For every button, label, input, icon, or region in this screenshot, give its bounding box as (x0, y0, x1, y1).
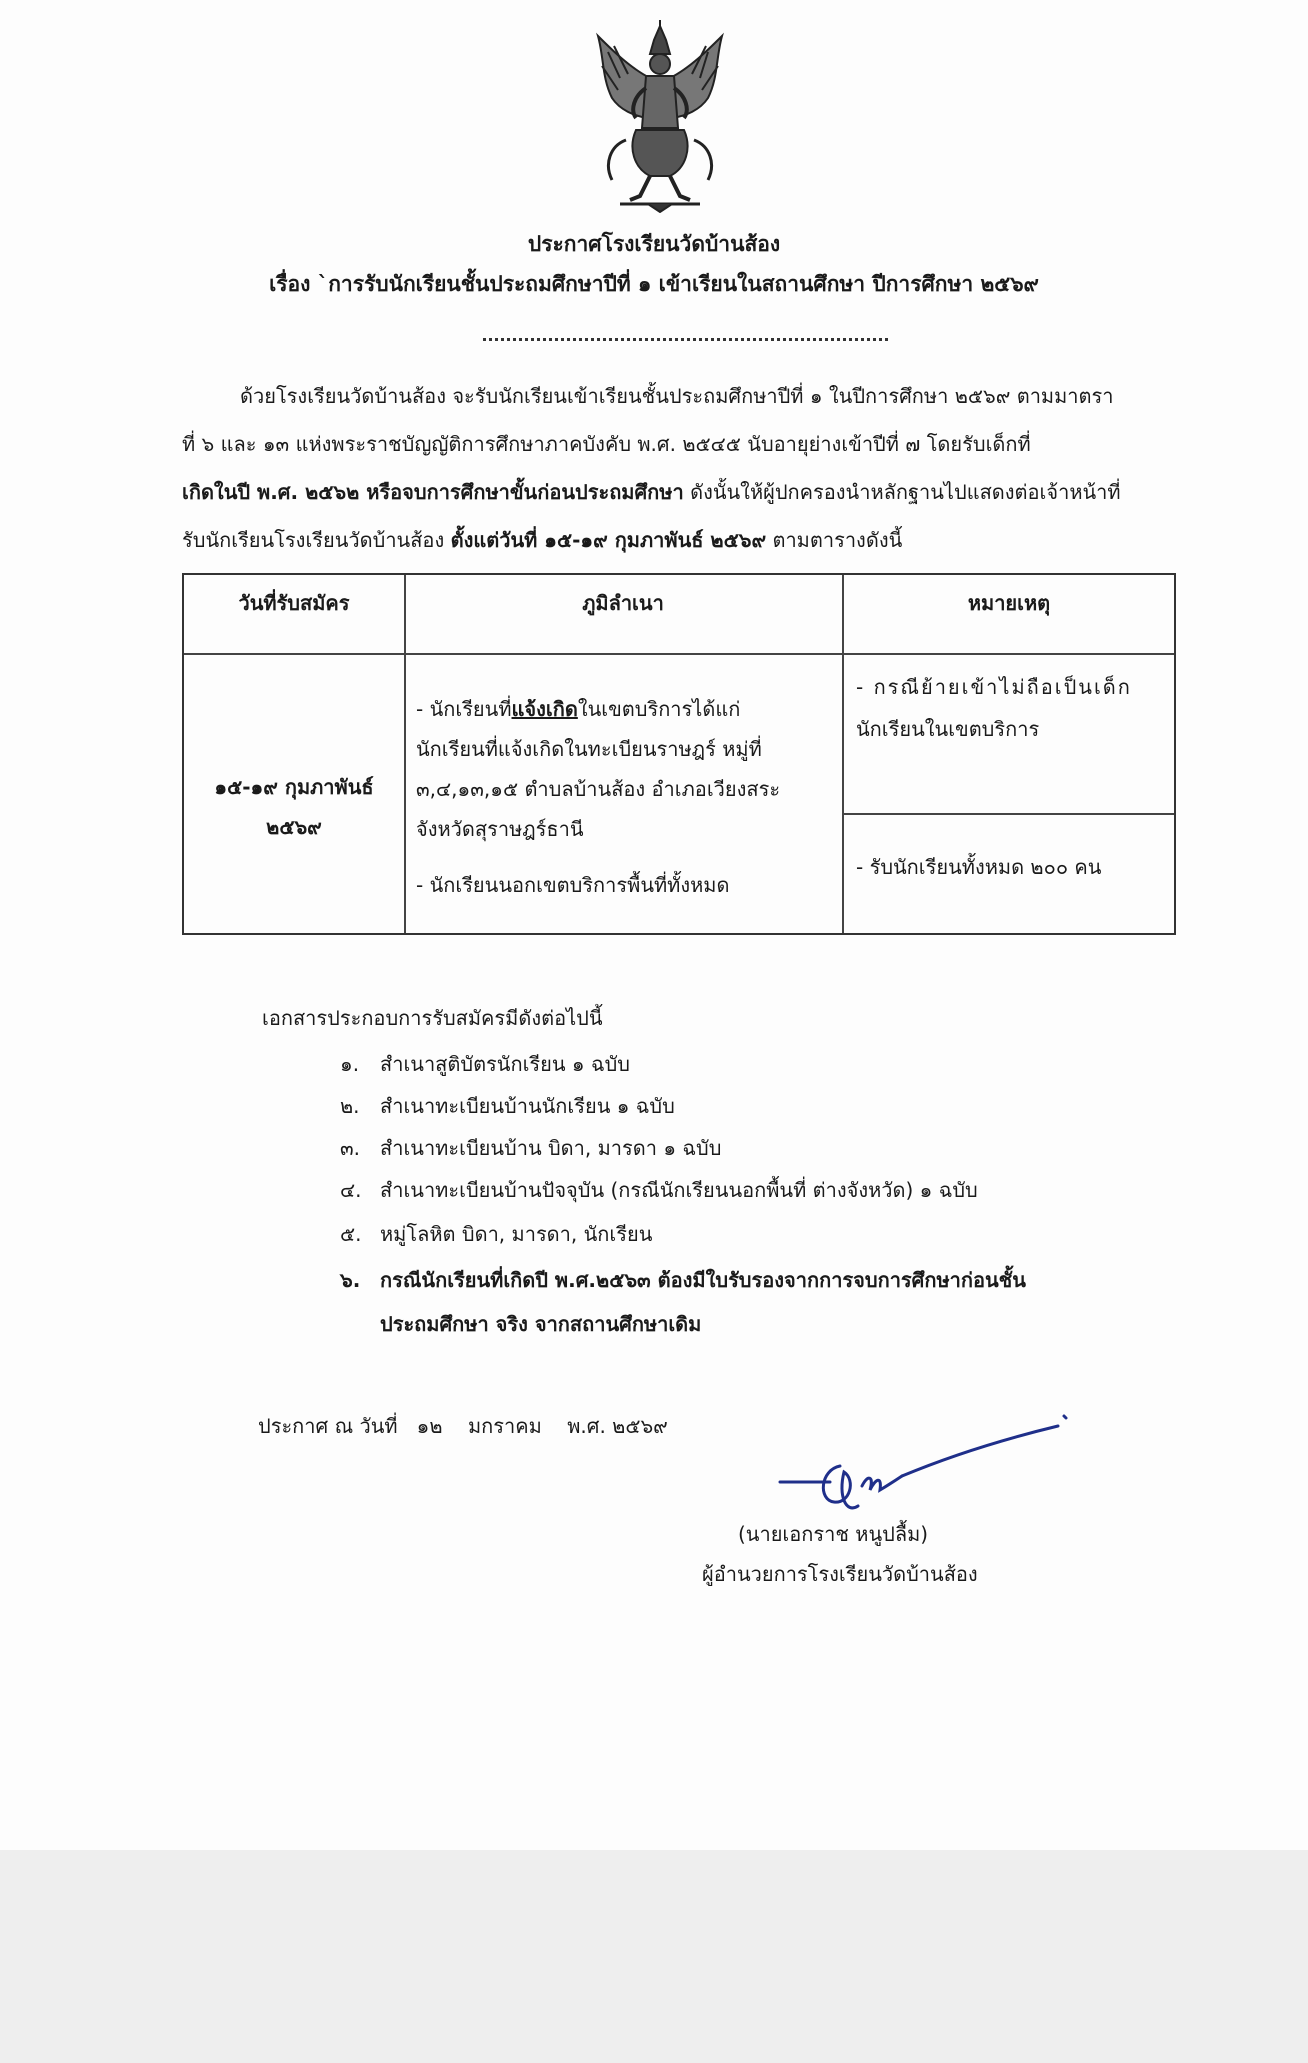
list-number: ๑. (340, 1052, 360, 1076)
body-line-3-rest: ดังนั้นให้ผู้ปกครองนำหลักฐานไปแสดงต่อเจ้าหน้าที่ (683, 480, 1121, 504)
domicile-line-1-pre: - นักเรียนที่ (416, 697, 512, 721)
list-number: ๕. (340, 1222, 362, 1246)
documents-heading: เอกสารประกอบการรับสมัครมีดังต่อไปนี้ (262, 1006, 603, 1030)
admission-table (182, 573, 1176, 935)
body-line-1: ด้วยโรงเรียนวัดบ้านส้อง จะรับนักเรียนเข้าเรียนชั้นประถมศึกษาปีที่ ๑ ในปีการศึกษา ๒๕๖๙ ตามมาตรา (240, 384, 1114, 408)
list-item: หมู่โลหิต บิดา, มารดา, นักเรียน (380, 1222, 653, 1246)
list-item-continued: ประถมศึกษา จริง จากสถานศึกษาเดิม (380, 1312, 702, 1336)
dotted-divider (483, 338, 888, 341)
signature-icon (770, 1410, 1070, 1520)
table-col-divider (842, 575, 844, 933)
body-line-2: ที่ ๖ และ ๑๓ แห่งพระราชบัญญัติการศึกษาภาคบังคับ พ.ศ. ๒๕๔๕ นับอายุย่างเข้าปีที่ ๗ โดยรับเด็กที่ (182, 432, 1031, 456)
list-number: ๓. (340, 1136, 361, 1160)
table-date-line-2: ๒๕๖๙ (266, 815, 322, 839)
table-remark-divider (842, 813, 1174, 815)
table-date-line-1: ๑๕-๑๙ กุมภาพันธ์ (214, 775, 374, 799)
list-item: กรณีนักเรียนที่เกิดปี พ.ศ.๒๕๖๓ ต้องมีใบรับรองจากการจบการศึกษาก่อนชั้น (380, 1268, 1026, 1292)
garuda-emblem-icon (590, 18, 730, 213)
signer-name: (นายเอกราช หนูปลื้ม) (738, 1522, 929, 1546)
list-item: สำเนาทะเบียนบ้านปัจจุบัน (กรณีนักเรียนนอกพื้นที่ ต่างจังหวัด) ๑ ฉบับ (380, 1178, 978, 1202)
signer-position: ผู้อำนวยการโรงเรียนวัดบ้านส้อง (702, 1562, 978, 1586)
announcement-subject: เรื่อง `การรับนักเรียนชั้นประถมศึกษาปีที่ ๑ เข้าเรียนในสถานศึกษา ปีการศึกษา ๒๕๖๙ (269, 272, 1039, 296)
remark-1-line-2: นักเรียนในเขตบริการ (856, 717, 1040, 741)
table-header-date: วันที่รับสมัคร (238, 591, 350, 615)
domicile-line-4: จังหวัดสุราษฎร์ธานี (416, 817, 584, 841)
domicile-line-5: - นักเรียนนอกเขตบริการพื้นที่ทั้งหมด (416, 873, 730, 897)
list-number: ๖. (340, 1268, 361, 1292)
body-line-4 (182, 524, 902, 556)
application-period: ตั้งแต่วันที่ ๑๕-๑๙ กุมภาพันธ์ ๒๕๖๙ (450, 528, 767, 552)
remark-2: - รับนักเรียนทั้งหมด ๒๐๐ คน (856, 855, 1102, 879)
domicile-line-3: ๓,๔,๑๓,๑๕ ตำบลบ้านส้อง อำเภอเวียงสระ (416, 777, 781, 801)
birth-registered-term: แจ้งเกิด (511, 697, 578, 721)
domicile-line-2: นักเรียนที่แจ้งเกิดในทะเบียนราษฎร์ หมู่ที่ (416, 737, 762, 761)
announce-date: ประกาศ ณ วันที่ ๑๒ มกราคม พ.ศ. ๒๕๖๙ (258, 1414, 668, 1438)
body-line-4-end: ตามตารางดังนี้ (766, 528, 903, 552)
remark-1-line-1: - กรณีย้ายเข้าไม่ถือเป็นเด็ก (856, 675, 1132, 699)
domicile-line-1-post: ในเขตบริการได้แก่ (577, 697, 741, 721)
list-item: สำเนาสูติบัตรนักเรียน ๑ ฉบับ (380, 1052, 630, 1076)
table-col-divider (404, 575, 406, 933)
announcement-title: ประกาศโรงเรียนวัดบ้านส้อง (527, 232, 781, 256)
list-item: สำเนาทะเบียนบ้าน บิดา, มารดา ๑ ฉบับ (380, 1136, 722, 1160)
birth-year-criteria: เกิดในปี พ.ศ. ๒๕๖๒ หรือจบการศึกษาขั้นก่อนประถมศึกษา (182, 480, 684, 504)
table-header-divider (184, 653, 1174, 655)
table-header-domicile: ภูมิลำเนา (582, 591, 664, 615)
table-header-remark: หมายเหตุ (967, 591, 1051, 615)
body-line-4-start: รับนักเรียนโรงเรียนวัดบ้านส้อง (182, 528, 451, 552)
list-number: ๔. (340, 1178, 362, 1202)
body-line-3 (182, 476, 1121, 508)
list-item: สำเนาทะเบียนบ้านนักเรียน ๑ ฉบับ (380, 1094, 675, 1118)
list-number: ๒. (340, 1094, 360, 1118)
domicile-line-1 (416, 689, 740, 729)
